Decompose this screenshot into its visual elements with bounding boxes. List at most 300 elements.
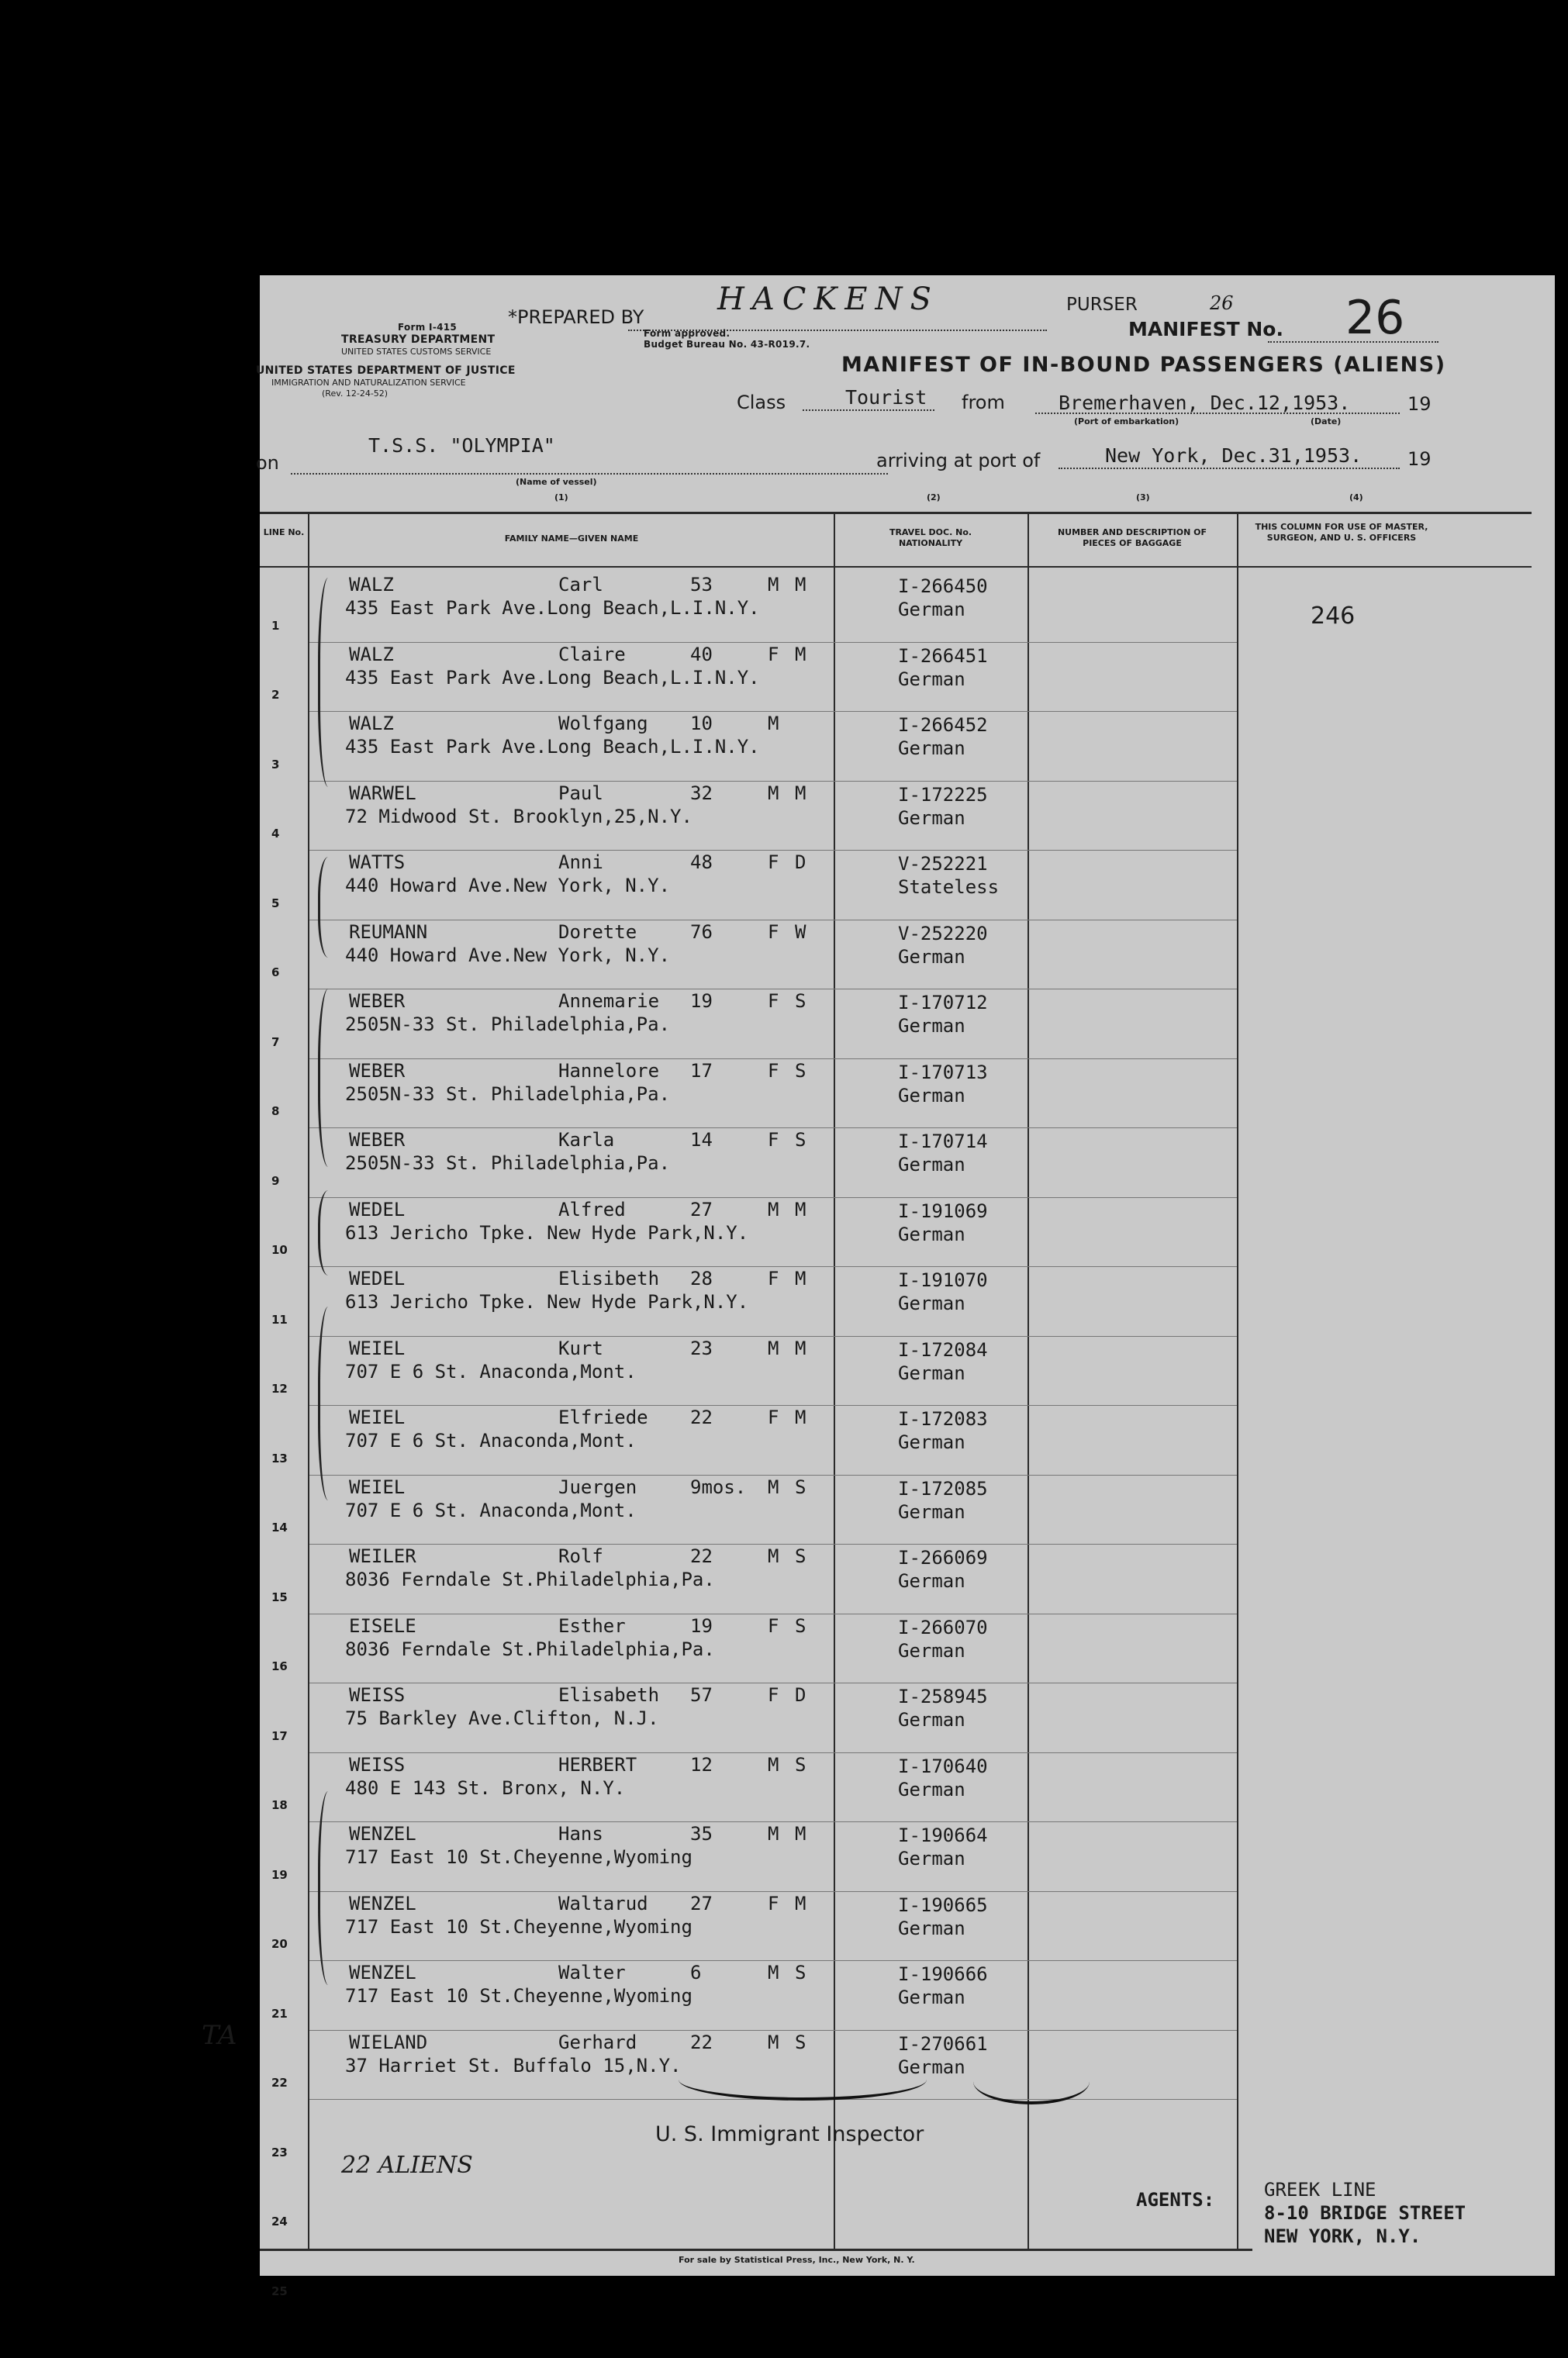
row-divider <box>309 1336 1237 1337</box>
given-name: Hans <box>558 1823 603 1845</box>
line-number: 25 <box>271 2284 288 2298</box>
marital-status: S <box>795 1962 806 1983</box>
row-divider <box>309 1405 1237 1406</box>
doj-line: IMMIGRATION AND NATURALIZATION SERVICE <box>271 378 466 388</box>
given-name: Wolfgang <box>558 713 648 734</box>
port-embark-caption: (Port of embarkation) <box>1074 416 1179 426</box>
manifest-number-rule <box>1268 341 1438 343</box>
travel-doc-number: I-172225 <box>898 783 988 806</box>
table-row <box>260 1407 1532 1476</box>
line-number: 14 <box>271 1521 288 1535</box>
family-name: WEISS <box>349 1753 406 1776</box>
punch-hole <box>177 1291 217 1331</box>
manifest-title: MANIFEST OF IN-BOUND PASSENGERS (ALIENS) <box>841 353 1446 377</box>
address: 72 Midwood St. Brooklyn,25,N.Y. <box>345 805 692 827</box>
line-number: 21 <box>271 2006 288 2021</box>
address: 717 East 10 St.Cheyenne,Wyoming <box>345 1846 692 1868</box>
sex: F <box>768 920 779 943</box>
line-number: 5 <box>271 896 280 910</box>
table-bottom-border <box>260 2249 1252 2251</box>
line-number: 7 <box>271 1034 280 1049</box>
class-rule <box>803 409 934 411</box>
marital-status: S <box>795 1476 806 1498</box>
prepared-by-label: *PREPARED BY <box>508 306 644 328</box>
age: 40 <box>690 643 713 665</box>
row-divider <box>309 1891 1237 1892</box>
approval-line: Form approved. <box>644 328 730 339</box>
from-rule <box>1035 413 1400 414</box>
agents-line: NEW YORK, N.Y. <box>1264 2225 1421 2247</box>
approval-line: Budget Bureau No. 43-R019.7. <box>644 339 810 350</box>
nationality: German <box>898 1500 965 1523</box>
nationality: German <box>898 1987 965 2008</box>
marital-status: M <box>795 643 806 665</box>
given-name: Elfriede <box>558 1407 648 1428</box>
margin-note: TA <box>202 2020 237 2051</box>
address: 707 E 6 St. Anaconda,Mont. <box>345 1499 637 1521</box>
address: 440 Howard Ave.New York, N.Y. <box>345 944 671 966</box>
given-name: Rolf <box>558 1545 603 1567</box>
family-name: WEBER <box>349 1129 406 1151</box>
age: 28 <box>690 1268 713 1289</box>
agents-line: GREEK LINE <box>1264 2179 1376 2201</box>
nationality: German <box>898 1639 965 1662</box>
travel-doc-number: I-266452 <box>898 714 988 736</box>
address: 435 East Park Ave.Long Beach,L.I.N.Y. <box>345 597 760 619</box>
arriving-label: arriving at port of <box>876 450 1041 471</box>
sex: M <box>768 782 779 804</box>
given-name: Anni <box>558 851 603 873</box>
agents-line: 8-10 BRIDGE STREET <box>1264 2202 1466 2224</box>
nationality: German <box>898 1709 965 1731</box>
sex: M <box>768 574 779 596</box>
travel-doc-number: I-170713 <box>898 1061 988 1083</box>
row-divider <box>309 2030 1237 2031</box>
family-name: WEBER <box>349 1059 406 1082</box>
marital-status: M <box>795 574 806 596</box>
row-divider <box>309 1197 1237 1198</box>
sex: F <box>768 1614 779 1637</box>
marital-status: S <box>795 1753 806 1776</box>
name-header: FAMILY NAME—GIVEN NAME <box>504 533 639 544</box>
travel-doc-number: I-266450 <box>898 575 988 597</box>
vessel-name: T.S.S. "OLYMPIA" <box>368 434 555 457</box>
row-divider <box>309 1960 1237 1961</box>
age: 27 <box>690 1892 713 1914</box>
form-line: UNITED STATES CUSTOMS SERVICE <box>341 347 492 357</box>
nationality: German <box>898 1015 965 1037</box>
arriving-rule <box>1059 468 1400 469</box>
nationality: German <box>898 1084 965 1106</box>
on-label: on <box>256 452 279 474</box>
family-bracket <box>318 989 344 1167</box>
column-number: (2) <box>927 492 941 502</box>
travel-doc-number: I-170714 <box>898 1131 988 1152</box>
column-number: (3) <box>1136 492 1150 502</box>
family-bracket <box>318 1307 344 1500</box>
given-name: Hannelore <box>558 1059 660 1082</box>
family-name: WARWEL <box>349 782 416 804</box>
inspector-signature <box>679 2059 927 2101</box>
travel-doc-number: I-191069 <box>898 1200 988 1222</box>
given-name: Juergen <box>558 1476 637 1498</box>
line-number: 2 <box>271 688 280 702</box>
address: 37 Harriet St. Buffalo 15,N.Y. <box>345 2054 682 2077</box>
date-caption: (Date) <box>1311 416 1342 426</box>
sex: F <box>768 1684 779 1706</box>
given-name: Kurt <box>558 1337 603 1359</box>
address: 75 Barkley Ave.Clifton, N.J. <box>345 1707 659 1729</box>
from-value: Bremerhaven, Dec.12,1953. <box>1059 392 1351 414</box>
family-name: REUMANN <box>349 920 428 943</box>
given-name: Gerhard <box>558 2031 637 2053</box>
family-name: WENZEL <box>349 1892 416 1914</box>
sex: F <box>768 1892 779 1914</box>
row-divider <box>309 850 1237 851</box>
given-name: Walter <box>558 1962 626 1983</box>
given-name: HERBERT <box>558 1753 637 1776</box>
baggage-header: NUMBER AND DESCRIPTION OF PIECES OF BAGGAGE <box>1057 527 1207 548</box>
family-name: WEDEL <box>349 1198 406 1220</box>
line-no-header: LINE No. <box>263 527 305 537</box>
table-row <box>260 1199 1532 1269</box>
nationality: German <box>898 1778 965 1800</box>
family-bracket <box>318 1791 344 1985</box>
sex: F <box>768 1407 779 1428</box>
marital-status: D <box>795 851 806 873</box>
inspector-initials <box>973 2059 1090 2104</box>
year-label: 19 <box>1407 448 1432 470</box>
sex: F <box>768 1268 779 1289</box>
nationality: Stateless <box>898 876 1000 898</box>
table-row <box>260 1545 1532 1615</box>
line-number: 9 <box>271 1173 280 1188</box>
nationality: German <box>898 1293 965 1314</box>
address: 707 E 6 St. Anaconda,Mont. <box>345 1430 637 1452</box>
sex: M <box>768 1476 779 1498</box>
family-bracket <box>318 857 344 958</box>
travel-doc-number: I-190666 <box>898 1963 988 1985</box>
address: 707 E 6 St. Anaconda,Mont. <box>345 1360 637 1383</box>
family-name: WALZ <box>349 574 394 596</box>
age: 22 <box>690 2031 713 2053</box>
travel-doc-number: I-170640 <box>898 1755 988 1777</box>
marital-status: S <box>795 1129 806 1151</box>
marital-status: S <box>795 1059 806 1082</box>
age: 23 <box>690 1337 713 1359</box>
age: 76 <box>690 920 713 943</box>
given-name: Annemarie <box>558 990 660 1012</box>
age: 17 <box>690 1059 713 1082</box>
family-name: EISELE <box>349 1614 416 1637</box>
manifest-small-number: 26 <box>1210 292 1234 314</box>
line-number: 10 <box>271 1243 288 1257</box>
travel-doc-number: I-172085 <box>898 1477 988 1500</box>
punch-hole <box>177 1043 217 1083</box>
line-number: 19 <box>271 1867 288 1882</box>
class-label: Class <box>737 392 786 413</box>
punch-hole <box>177 2090 217 2130</box>
family-name: WIELAND <box>349 2031 428 2053</box>
punch-hole <box>177 574 217 614</box>
table-row <box>260 1268 1532 1338</box>
travel-doc-number: I-266451 <box>898 644 988 667</box>
given-name: Elisabeth <box>558 1684 660 1706</box>
line-number: 3 <box>271 757 280 772</box>
nationality: German <box>898 737 965 759</box>
age: 27 <box>690 1198 713 1220</box>
manifest-sheet <box>202 275 1555 2298</box>
age: 6 <box>690 1962 702 1983</box>
sex: F <box>768 1129 779 1151</box>
table-row <box>260 1823 1532 1893</box>
nationality: German <box>898 1362 965 1384</box>
given-name: Carl <box>558 574 603 596</box>
age: 32 <box>690 782 713 804</box>
line-number: 24 <box>271 2215 288 2229</box>
arriving-value: New York, Dec.31,1953. <box>1105 444 1363 467</box>
given-name: Dorette <box>558 920 637 943</box>
travel-doc-number: I-170712 <box>898 992 988 1013</box>
given-name: Karla <box>558 1129 615 1151</box>
marital-status: S <box>795 990 806 1012</box>
printer-note: For sale by Statistical Press, Inc., New York, N. Y. <box>679 2255 915 2265</box>
manifest-number: 26 <box>1345 291 1405 345</box>
family-name: WEILER <box>349 1545 416 1567</box>
class-value: Tourist <box>845 386 927 409</box>
sex: F <box>768 851 779 873</box>
table-header-border <box>260 566 1532 568</box>
address: 8036 Ferndale St.Philadelphia,Pa. <box>345 1569 715 1590</box>
travel-doc-header: TRAVEL DOC. No. NATIONALITY <box>889 527 972 548</box>
travel-doc-number: V-252221 <box>898 853 988 875</box>
address: 613 Jericho Tpke. New Hyde Park,N.Y. <box>345 1291 749 1313</box>
sex: M <box>768 713 779 734</box>
address: 8036 Ferndale St.Philadelphia,Pa. <box>345 1638 715 1660</box>
age: 53 <box>690 574 713 596</box>
travel-doc-number: I-191070 <box>898 1269 988 1291</box>
address: 717 East 10 St.Cheyenne,Wyoming <box>345 1985 692 2007</box>
marital-status: D <box>795 1684 806 1706</box>
row-divider <box>309 1058 1237 1059</box>
address: 2505N-33 St. Philadelphia,Pa. <box>345 1082 671 1105</box>
address: 613 Jericho Tpke. New Hyde Park,N.Y. <box>345 1221 749 1244</box>
nationality: German <box>898 1154 965 1176</box>
sex: M <box>768 1823 779 1845</box>
vessel-caption: (Name of vessel) <box>516 477 597 487</box>
table-row <box>260 990 1532 1060</box>
age: 14 <box>690 1129 713 1151</box>
table-row <box>260 1338 1532 1407</box>
table-row <box>260 644 1532 713</box>
vessel-rule <box>291 473 888 475</box>
family-name: WEIEL <box>349 1476 406 1498</box>
nationality: German <box>898 1917 965 1939</box>
marital-status: M <box>795 782 806 804</box>
family-name: WEDEL <box>349 1268 406 1289</box>
given-name: Esther <box>558 1614 626 1637</box>
age: 10 <box>690 713 713 734</box>
line-number: 8 <box>271 1104 280 1118</box>
line-number: 15 <box>271 1590 288 1604</box>
family-name: WENZEL <box>349 1962 416 1983</box>
sex: M <box>768 1753 779 1776</box>
travel-doc-number: V-252220 <box>898 922 988 944</box>
given-name: Alfred <box>558 1198 626 1220</box>
marital-status: M <box>795 1337 806 1359</box>
sex: M <box>768 1198 779 1220</box>
line-number: 23 <box>271 2145 288 2159</box>
nationality: German <box>898 2056 965 2078</box>
nationality: German <box>898 599 965 620</box>
row-divider <box>309 1475 1237 1476</box>
nationality: German <box>898 668 965 690</box>
family-name: WALZ <box>349 643 394 665</box>
age: 35 <box>690 1823 713 1845</box>
line-number: 11 <box>271 1312 288 1327</box>
family-name: WEIEL <box>349 1407 406 1428</box>
age: 9mos. <box>690 1476 747 1498</box>
family-bracket <box>318 578 344 787</box>
from-label: from <box>962 392 1005 413</box>
row-divider <box>309 1266 1237 1267</box>
travel-doc-number: I-266070 <box>898 1616 988 1638</box>
family-name: WATTS <box>349 851 406 873</box>
year-label: 19 <box>1407 393 1432 415</box>
inspector-label: U. S. Immigrant Inspector <box>655 2122 924 2146</box>
nationality: German <box>898 1570 965 1592</box>
officer-count: 246 <box>1311 602 1356 630</box>
marital-status: M <box>795 1407 806 1428</box>
marital-status: M <box>795 1823 806 1845</box>
travel-doc-number: I-190664 <box>898 1825 988 1846</box>
marital-status: M <box>795 1198 806 1220</box>
table-row <box>260 1962 1532 2032</box>
row-divider <box>309 1821 1237 1822</box>
sex: F <box>768 1059 779 1082</box>
nationality: German <box>898 1223 965 1245</box>
line-number: 1 <box>271 618 280 633</box>
address: 480 E 143 St. Bronx, N.Y. <box>345 1776 626 1799</box>
punch-hole <box>177 1919 217 1959</box>
row-divider <box>309 781 1237 782</box>
prepared-by-signature: HACKENS <box>717 281 939 317</box>
table-row <box>260 1060 1532 1130</box>
travel-doc-number: I-270661 <box>898 2032 988 2055</box>
line-number: 16 <box>271 1659 288 1673</box>
family-name: WEISS <box>349 1684 406 1706</box>
sex: F <box>768 990 779 1012</box>
age: 12 <box>690 1753 713 1776</box>
table-row <box>260 1615 1532 1685</box>
line-number: 12 <box>271 1382 288 1396</box>
sex: M <box>768 2031 779 2053</box>
line-number: 13 <box>271 1451 288 1466</box>
table-row <box>260 1129 1532 1199</box>
punch-hole <box>177 1741 217 1781</box>
family-name: WALZ <box>349 713 394 734</box>
line-number: 6 <box>271 965 280 979</box>
address: 2505N-33 St. Philadelphia,Pa. <box>345 1152 671 1174</box>
sex: F <box>768 643 779 665</box>
nationality: German <box>898 1431 965 1453</box>
row-divider <box>309 1127 1237 1128</box>
age: 22 <box>690 1545 713 1567</box>
nationality: German <box>898 1848 965 1869</box>
column-number: (4) <box>1349 492 1363 502</box>
line-number: 18 <box>271 1798 288 1812</box>
line-number: 20 <box>271 1937 288 1951</box>
officers-header: THIS COLUMN FOR USE OF MASTER, SURGEON, AND U. S. OFFICERS <box>1255 522 1428 543</box>
sex: M <box>768 1545 779 1567</box>
age: 19 <box>690 990 713 1012</box>
agents-label: AGENTS: <box>1136 2189 1215 2211</box>
table-row <box>260 574 1532 644</box>
address: 2505N-33 St. Philadelphia,Pa. <box>345 1013 671 1035</box>
manifest-label: MANIFEST No. <box>1128 318 1283 340</box>
form-line: TREASURY DEPARTMENT <box>341 333 496 346</box>
form-line: Form I-415 <box>398 322 458 333</box>
marital-status: M <box>795 1268 806 1289</box>
age: 48 <box>690 851 713 873</box>
row-divider <box>309 1544 1237 1545</box>
address: 440 Howard Ave.New York, N.Y. <box>345 875 671 896</box>
doj-line: UNITED STATES DEPARTMENT OF JUSTICE <box>256 364 516 377</box>
given-name: Elisibeth <box>558 1268 660 1289</box>
table-row <box>260 1893 1532 1963</box>
family-name: WEBER <box>349 990 406 1012</box>
nationality: German <box>898 806 965 829</box>
given-name: Claire <box>558 643 626 665</box>
doj-line: (Rev. 12-24-52) <box>322 388 389 399</box>
line-number: 22 <box>271 2076 288 2090</box>
family-name: WENZEL <box>349 1823 416 1845</box>
travel-doc-number: I-266069 <box>898 1547 988 1569</box>
table-row <box>260 1684 1532 1754</box>
marital-status: S <box>795 2031 806 2053</box>
purser-label: PURSER <box>1066 295 1138 315</box>
marital-status: S <box>795 1545 806 1567</box>
address: 435 East Park Ave.Long Beach,L.I.N.Y. <box>345 666 760 689</box>
travel-doc-number: I-172083 <box>898 1408 988 1430</box>
table-row <box>260 782 1532 852</box>
table-row <box>260 1476 1532 1546</box>
address: 717 East 10 St.Cheyenne,Wyoming <box>345 1915 692 1938</box>
nationality: German <box>898 945 965 968</box>
line-number: 17 <box>271 1728 288 1743</box>
family-bracket <box>318 1190 344 1276</box>
marital-status: S <box>795 1614 806 1637</box>
punch-hole <box>177 1500 217 1541</box>
table-top-border <box>260 512 1532 514</box>
line-number: 4 <box>271 827 280 841</box>
table-row <box>260 1754 1532 1824</box>
row-divider <box>309 1752 1237 1753</box>
age: 57 <box>690 1684 713 1706</box>
travel-doc-number: I-172084 <box>898 1338 988 1361</box>
age: 19 <box>690 1614 713 1637</box>
table-row <box>260 921 1532 991</box>
table-row <box>260 713 1532 782</box>
table-row <box>260 851 1532 921</box>
travel-doc-number: I-190665 <box>898 1894 988 1916</box>
sex: M <box>768 1962 779 1983</box>
row-divider <box>309 711 1237 712</box>
travel-doc-number: I-258945 <box>898 1686 988 1707</box>
aliens-note: 22 ALIENS <box>341 2152 473 2179</box>
family-name: WEIEL <box>349 1337 406 1359</box>
punch-hole <box>177 442 217 482</box>
